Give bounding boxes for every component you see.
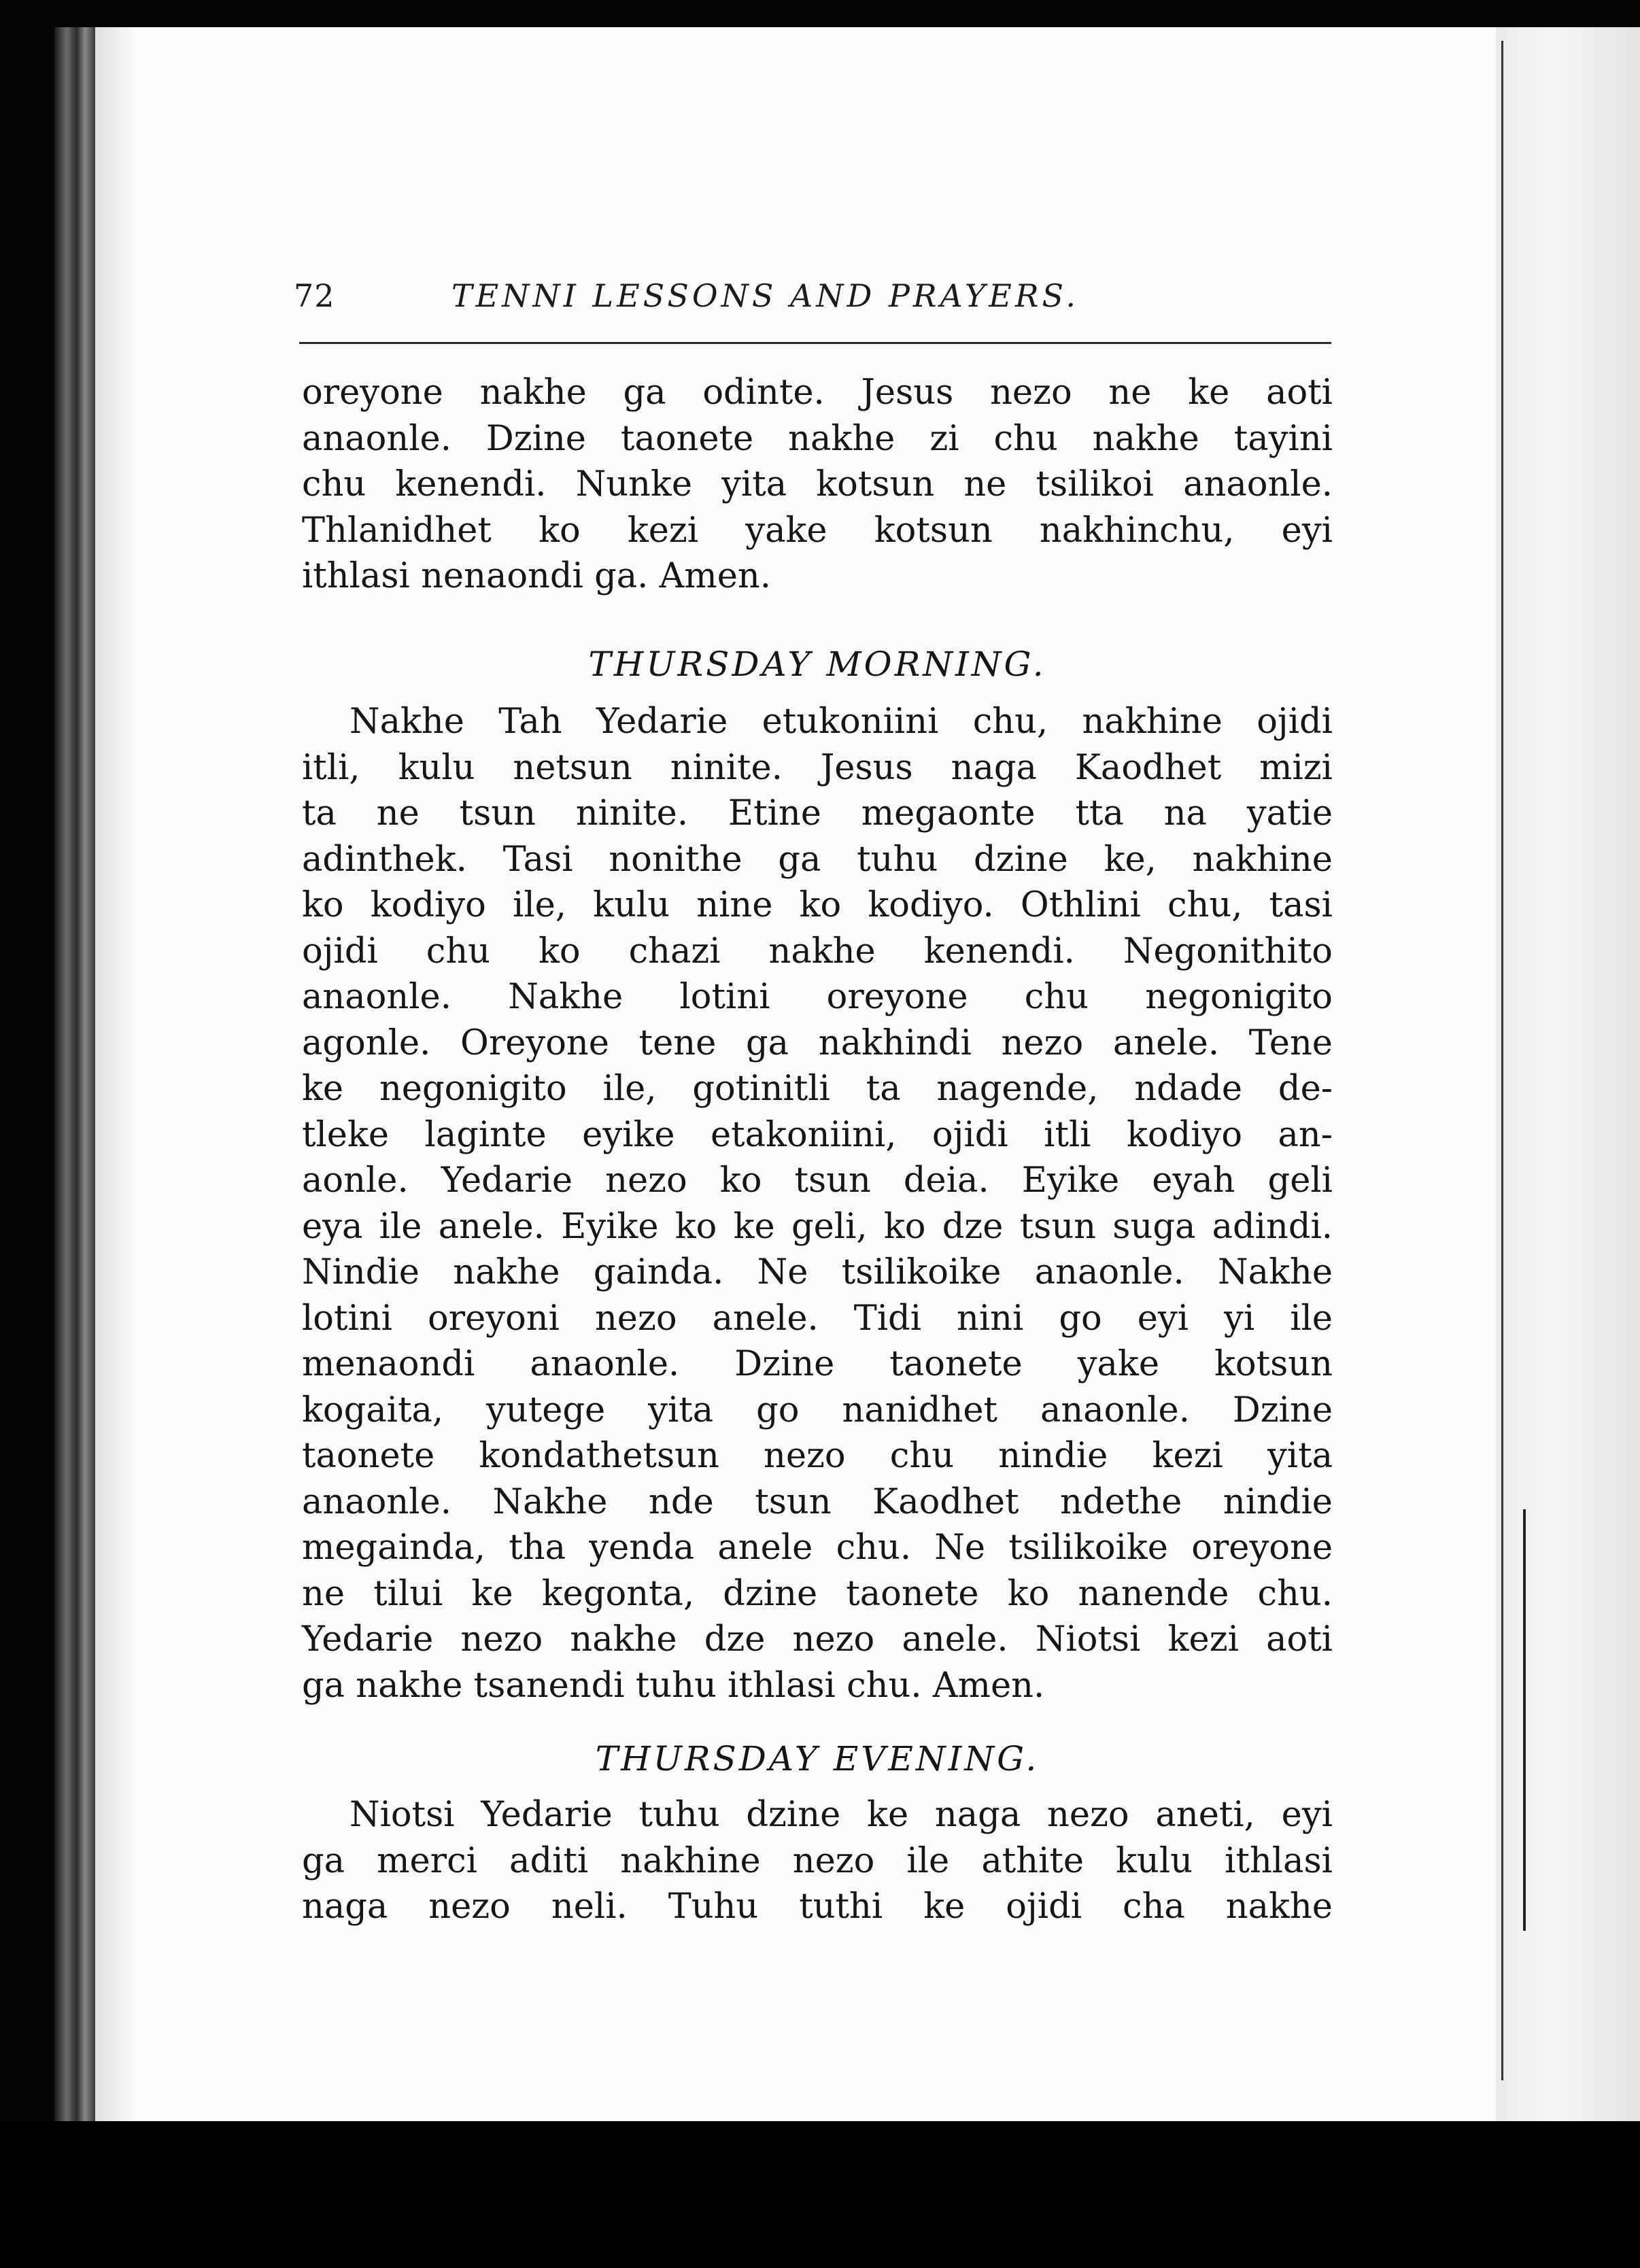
text-line: ko kodiyo ile, kulu nine ko kodiyo. Othlini chu, tasi (302, 885, 1333, 925)
text-line: anaonle. Dzine taonete nakhe zi chu nakhe tayini (302, 418, 1333, 459)
text-line: menaondi anaonle. Dzine taonete yake kotsun (302, 1344, 1333, 1384)
text-line: ne tilui ke kegonta, dzine taonete ko nanende chu. (302, 1573, 1333, 1614)
page-number: 72 (294, 277, 335, 314)
text-line: eya ile anele. Eyike ko ke geli, ko dze tsun suga adindi. (302, 1206, 1333, 1247)
text-line: kogaita, yutege yita go nanidhet anaonle. Dzine (302, 1390, 1333, 1430)
text-line: ga nakhe tsanendi tuhu ithlasi chu. Amen. (302, 1665, 1045, 1706)
book-spine-edge (54, 27, 95, 2121)
text-line: chu kenendi. Nunke yita kotsun ne tsilikoi anaonle. (302, 464, 1333, 504)
text-line: ojidi chu ko chazi nakhe kenendi. Negonithito (302, 931, 1333, 972)
section-heading-evening: THURSDAY EVENING. (595, 1739, 1040, 1779)
text-line: itli, kulu netsun ninite. Jesus naga Kaodhet mizi (302, 747, 1333, 788)
scan-bottom-border (0, 2121, 1640, 2268)
text-line: adinthek. Tasi nonithe ga tuhu dzine ke, nakhine (302, 839, 1333, 880)
text-line: ke negonigito ile, gotinitli ta nagende, ndade de- (302, 1069, 1333, 1109)
next-page-edge (1496, 27, 1640, 2268)
paragraph-thursday-evening (302, 1792, 1333, 1930)
text-line: agonle. Oreyone tene ga nakhindi nezo anele. Tene (302, 1023, 1333, 1063)
text-line: anaonle. Nakhe nde tsun Kaodhet ndethe nindie (302, 1481, 1333, 1522)
gutter-shadow (95, 27, 136, 2121)
page-fold-line (1501, 41, 1503, 2080)
section-heading-morning: THURSDAY MORNING. (588, 645, 1046, 684)
text-line: Thlanidhet ko kezi yake kotsun nakhinchu, eyi (302, 510, 1333, 551)
paragraph-thursday-morning (302, 699, 1333, 1708)
text-line: Yedarie nezo nakhe dze nezo anele. Niotsi kezi aoti (302, 1619, 1333, 1660)
text-line: tleke laginte eyike etakoniini, ojidi itli kodiyo an- (302, 1114, 1333, 1155)
text-line: naga nezo neli. Tuhu tuthi ke ojidi cha nakhe (302, 1887, 1333, 1927)
running-title: TENNI LESSONS AND PRAYERS. (451, 277, 1079, 314)
text-line: megainda, tha yenda anele chu. Ne tsilikoike oreyone (302, 1528, 1333, 1568)
text-line: ga merci aditi nakhine nezo ile athite kulu ithlasi (302, 1840, 1333, 1881)
text-line: anaonle. Nakhe lotini oreyone chu negonigito (302, 977, 1333, 1017)
fold-mark (1523, 1509, 1526, 1931)
text-line: ta ne tsun ninite. Etine megaonte tta na yatie (302, 793, 1333, 834)
text-line: oreyone nakhe ga odinte. Jesus nezo ne ke aoti (302, 373, 1333, 413)
text-line: lotini oreyoni nezo anele. Tidi nini go eyi yi ile (302, 1298, 1333, 1339)
text-line: Niotsi Yedarie tuhu dzine ke naga nezo aneti, eyi (349, 1795, 1333, 1835)
header-rule (299, 342, 1331, 344)
text-line: taonete kondathetsun nezo chu nindie kezi yita (302, 1436, 1333, 1476)
text-line: Nindie nakhe gainda. Ne tsilikoike anaonle. Nakhe (302, 1252, 1333, 1292)
text-line: aonle. Yedarie nezo ko tsun deia. Eyike eyah geli (302, 1161, 1333, 1201)
running-header (294, 277, 1334, 325)
paragraph-continued (302, 370, 1333, 600)
text-line: ithlasi nenaondi ga. Amen. (302, 556, 771, 596)
text-line: Nakhe Tah Yedarie etukoniini chu, nakhine ojidi (349, 702, 1333, 742)
